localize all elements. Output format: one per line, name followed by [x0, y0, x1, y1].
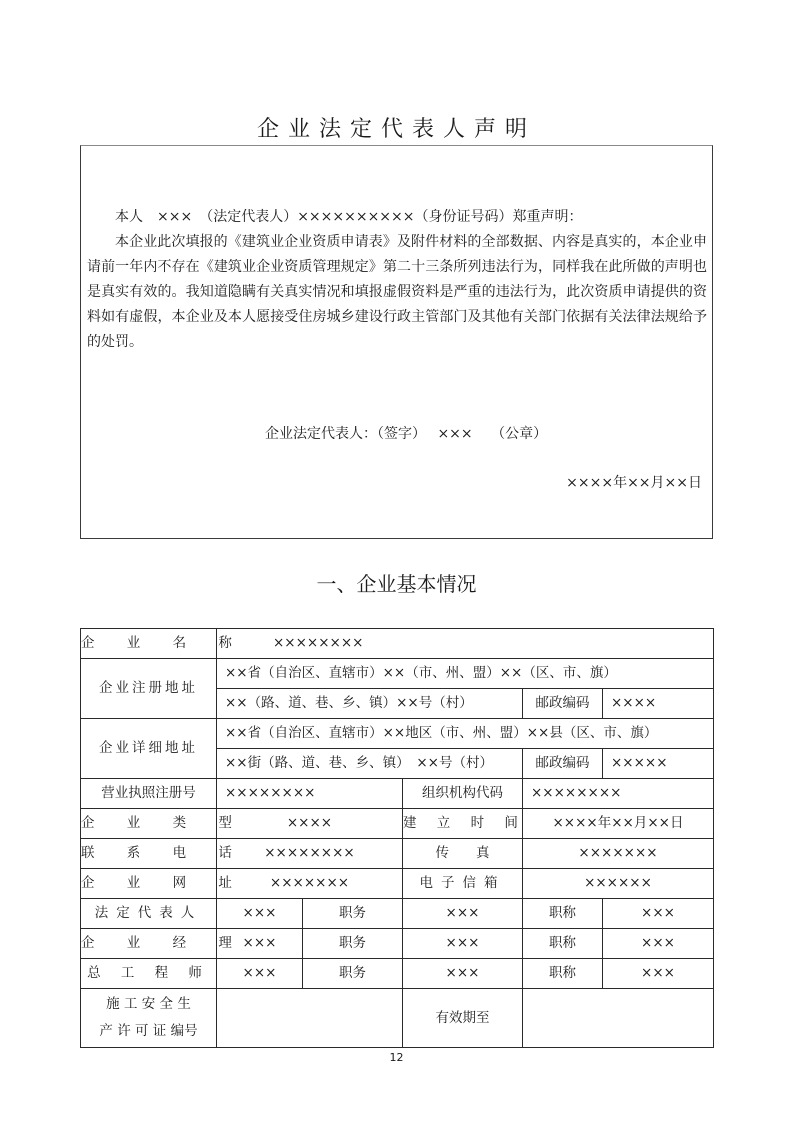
website-label: 企 业 网 址 — [81, 869, 217, 899]
declaration-date: ××××年××月××日 — [566, 475, 702, 491]
legal-rep-name: ××× — [217, 899, 303, 929]
license-value: ×××××××× — [217, 779, 403, 809]
manager-title-label: 职称 — [523, 929, 603, 959]
safety-permit-label-line1: 施 工 安 全 生 — [106, 996, 191, 1012]
legal-rep-label: 法定代表人 — [81, 899, 217, 929]
declaration-box — [80, 145, 713, 539]
safety-permit-label — [81, 989, 217, 1048]
company-type-label: 企 业 类 型 — [81, 809, 217, 839]
manager-duty-value: ××× — [403, 929, 523, 959]
safety-permit-value — [217, 989, 403, 1048]
established-label: 建 立 时 间 — [403, 809, 523, 839]
email-label: 电子信箱 — [403, 869, 523, 899]
phone-label: 联 系 电 话 — [81, 839, 217, 869]
table-row — [81, 929, 714, 959]
company-type-value: ×××× — [217, 809, 403, 839]
manager-title-value: ××× — [603, 929, 714, 959]
manager-duty-label: 职务 — [303, 929, 403, 959]
detailed-address-line1: ××省（自治区、直辖市）××地区（市、州、盟）××县（区、市、旗） — [217, 719, 714, 749]
phone-value: ×××××××× — [217, 839, 403, 869]
registered-address-line2: ××（路、道、巷、乡、镇）××号（村） — [217, 689, 523, 719]
table-row — [81, 809, 714, 839]
valid-until-value — [523, 989, 714, 1048]
chief-engineer-duty-label: 职务 — [303, 959, 403, 989]
chief-engineer-label: 总 工 程 师 — [81, 959, 217, 989]
manager-name: ××× — [217, 929, 303, 959]
signature-line: 企业法定代表人：（签字） ××× （公章） — [265, 426, 548, 442]
table-row — [81, 839, 714, 869]
company-name-label: 企 业 名 称 — [81, 629, 217, 659]
company-info-table — [80, 628, 714, 1048]
fax-value: ××××××× — [523, 839, 714, 869]
chief-engineer-title-value: ××× — [603, 959, 714, 989]
page-number: 12 — [389, 1051, 404, 1064]
table-row — [81, 989, 714, 1048]
registered-postal-value: ×××× — [603, 689, 714, 719]
valid-until-label: 有效期至 — [403, 989, 523, 1048]
fax-label: 传 真 — [403, 839, 523, 869]
declaration-statement-line: 本人 ××× （法定代表人）××××××××××（身份证号码）郑重声明： — [115, 209, 583, 225]
established-value: ××××年××月××日 — [523, 809, 714, 839]
website-value: ××××××× — [217, 869, 403, 899]
table-row — [81, 899, 714, 929]
chief-engineer-title-label: 职称 — [523, 959, 603, 989]
registered-postal-label: 邮政编码 — [523, 689, 603, 719]
registered-address-line1: ××省（自治区、直辖市）××（市、州、盟）××（区、市、旗） — [217, 659, 714, 689]
email-value: ×××××× — [523, 869, 714, 899]
org-code-value: ×××××××× — [523, 779, 714, 809]
org-code-label: 组织机构代码 — [403, 779, 523, 809]
detailed-postal-label: 邮政编码 — [523, 749, 603, 779]
chief-engineer-name: ××× — [217, 959, 303, 989]
legal-rep-title-label: 职称 — [523, 899, 603, 929]
detailed-postal-value: ××××× — [603, 749, 714, 779]
detailed-address-line2: ××街（路、道、巷、乡、镇） ××号（村） — [217, 749, 523, 779]
company-name-value: ×××××××× — [217, 629, 714, 659]
safety-permit-label-line2: 产 许 可 证 编号 — [99, 1023, 198, 1039]
manager-label: 企 业 经 理 — [81, 929, 217, 959]
detailed-address-label: 企业详细地址 — [81, 719, 217, 779]
table-row — [81, 869, 714, 899]
table-row — [81, 629, 714, 659]
table-row — [81, 659, 714, 689]
table-row — [81, 719, 714, 749]
table-row — [81, 779, 714, 809]
chief-engineer-duty-value: ××× — [403, 959, 523, 989]
license-label: 营业执照注册号 — [81, 779, 217, 809]
section-title: 一、企业基本情况 — [316, 572, 477, 596]
table-row — [81, 959, 714, 989]
legal-rep-duty-label: 职务 — [303, 899, 403, 929]
declaration-body: 本企业此次填报的《建筑业企业资质申请表》及附件材料的全部数据、内容是真实的，本企业申请前一年内不存在《建筑业企业资质管理规定》第二十三条所列违法行为，同样我在此所做的声明也是真实有效的。我知道隐瞒有关真实情况和填报虚假资料是严重的违法行为，此次资质申请提供的资料如有虚假，本企业及本人愿接受住房城乡建设行政主管部门及其他有关部门依据有关法律法规给予的处罚。 — [87, 234, 707, 350]
registered-address-label: 企业注册地址 — [81, 659, 217, 719]
legal-rep-duty-value: ××× — [403, 899, 523, 929]
declaration-title: 企业法定代表人声明 — [256, 117, 536, 142]
legal-rep-title-value: ××× — [603, 899, 714, 929]
